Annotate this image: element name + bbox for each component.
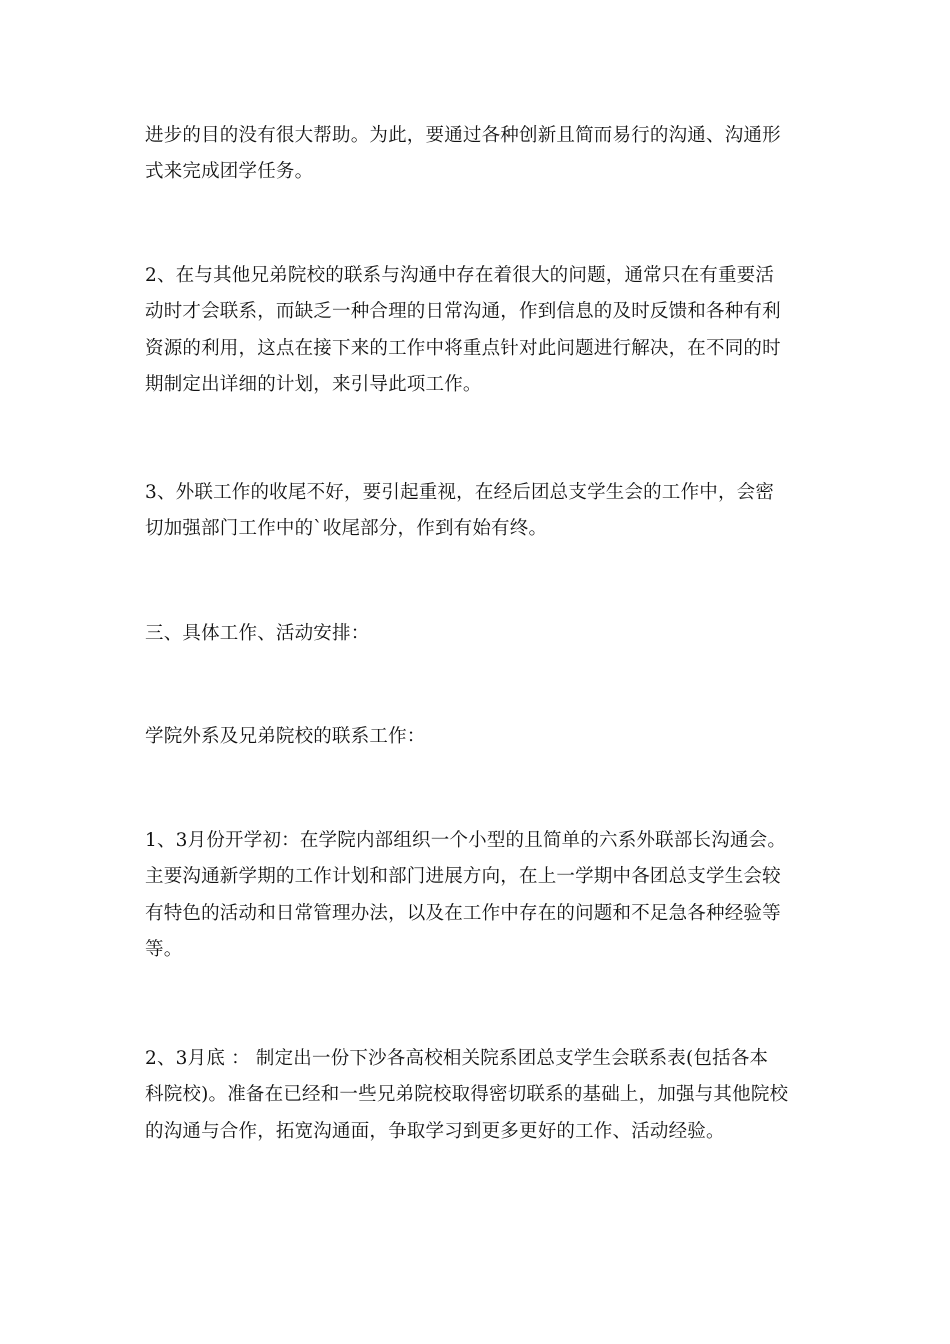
text-line: 等。 <box>145 938 183 960</box>
text-line: 进步的目的没有很大帮助。为此，要通过各种创新且简而易行的沟通、沟通形 <box>145 125 781 146</box>
text-line: 3、外联工作的收尾不好，要引起重视，在经后团总支学生会的工作中，会密 <box>145 482 775 503</box>
text-line: 1、3月份开学初：在学院内部组织一个小型的且简单的六系外联部长沟通会。 <box>145 830 787 851</box>
paragraph-item-1 <box>145 823 815 968</box>
text-line: 2、3月底 ： 制定出一份下沙各高校相关院系团总支学生会联系表(包括各本 <box>145 1048 769 1069</box>
paragraph-3 <box>145 475 815 548</box>
text-line: 2、在与其他兄弟院校的联系与沟通中存在着很大的问题，通常只在有重要活 <box>145 265 775 286</box>
sub-heading <box>145 719 815 755</box>
text-line: 学院外系及兄弟院校的联系工作： <box>145 726 426 747</box>
text-line: 式来完成团学任务。 <box>145 161 314 183</box>
paragraph-2 <box>145 258 815 403</box>
paragraph-item-2 <box>145 1041 815 1150</box>
text-line: 科院校)。准备在已经和一些兄弟院校取得密切联系的基础上，加强与其他院校 <box>145 1084 789 1106</box>
text-line: 有特色的活动和日常管理办法，以及在工作中存在的问题和不足急各种经验等 <box>145 902 781 924</box>
text-line: 主要沟通新学期的工作计划和部门进展方向，在上一学期中各团总支学生会较 <box>145 866 781 888</box>
text-line: 三、具体工作、活动安排： <box>145 623 370 644</box>
text-line: 的沟通与合作，拓宽沟通面，争取学习到更多更好的工作、活动经验。 <box>145 1120 725 1142</box>
text-line: 资源的利用，这点在接下来的工作中将重点针对此问题进行解决，在不同的时 <box>145 337 781 359</box>
text-line: 动时才会联系，而缺乏一种合理的日常沟通，作到信息的及时反馈和各种有利 <box>145 301 781 323</box>
text-line: 切加强部门工作中的`收尾部分，作到有始有终。 <box>145 518 548 540</box>
paragraph-1 <box>145 118 815 191</box>
section-heading-3 <box>145 616 815 652</box>
text-line: 期制定出详细的计划，来引导此项工作。 <box>145 373 482 395</box>
